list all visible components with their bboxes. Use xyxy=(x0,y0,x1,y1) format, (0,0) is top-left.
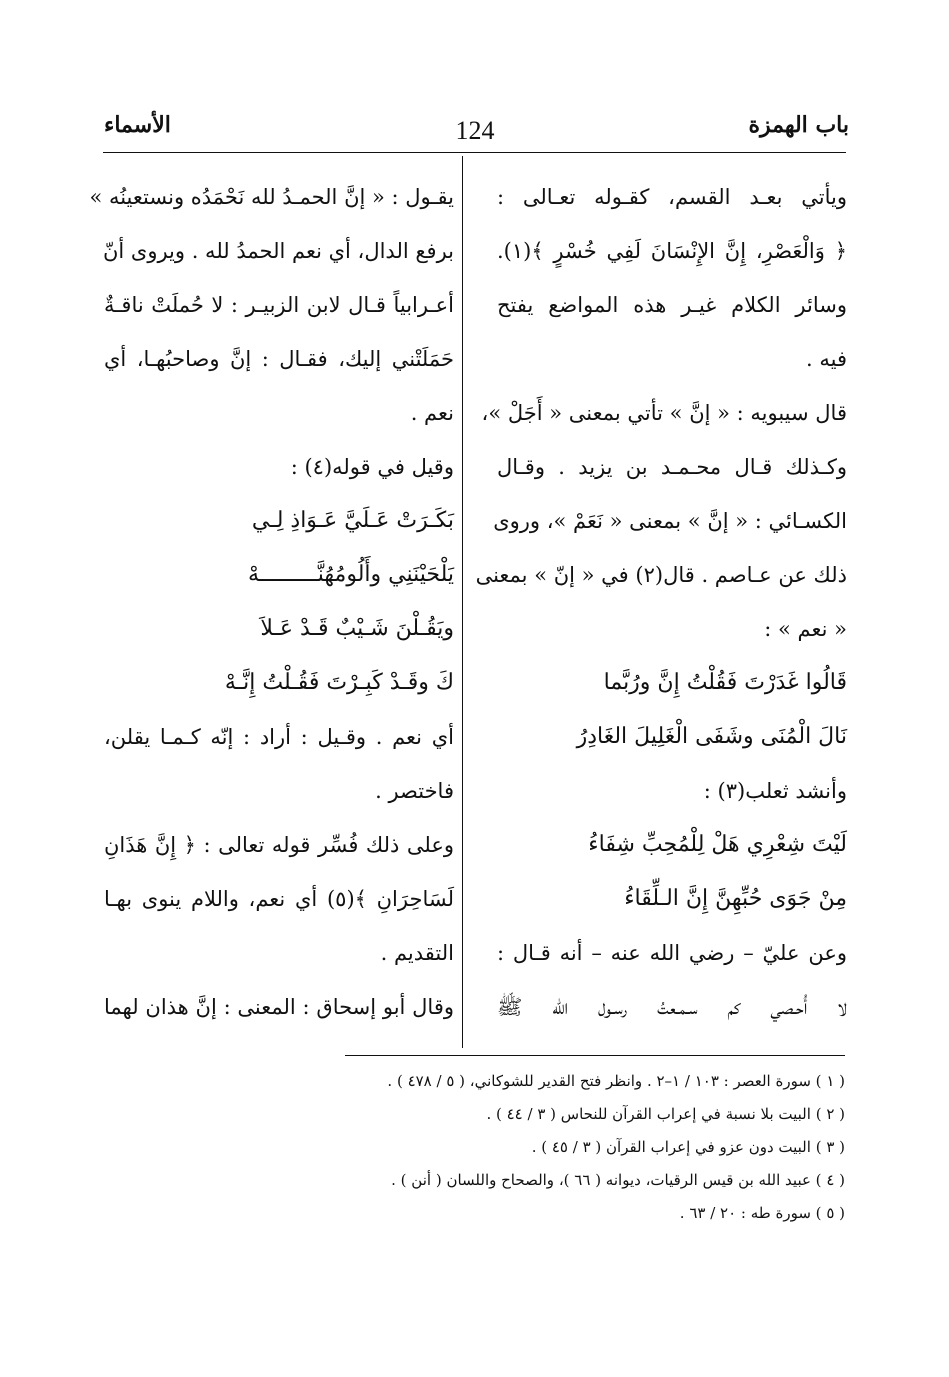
footnote: ( ٥ ) سورة طه : ٢٠ / ٦٣ . xyxy=(679,1204,845,1222)
text-line: فاختصر . xyxy=(375,779,454,803)
text-line: فيه . xyxy=(806,347,847,371)
page-number: 124 xyxy=(455,116,495,145)
verse-line: بَكَـرَتْ عَـلَيَّ عَـوَاذِ لِـي xyxy=(251,508,454,533)
section-title: الأسماء xyxy=(104,112,171,138)
chapter-title: باب الهمزة xyxy=(748,112,849,138)
text-line: التقديم . xyxy=(380,941,454,965)
verse-line: قَالُوا غَدَرْتَ فَقُلْتُ إِنَّ ورُبَّما xyxy=(603,670,847,695)
text-line: الكسـائي : « إنَّ » بمعنى « نَعَمْ »، وروى xyxy=(493,509,847,533)
verse-line: لَيْتَ شِعْرِي هَلْ لِلْمُحِبِّ شِفَاءُ xyxy=(588,832,847,857)
verse-line: ويَقُـلْنَ شَـيْبٌ قَـدْ عَـلاَ xyxy=(260,616,454,641)
text-line: أعـرابياً قـال لابن الزبيـر : لا حُملَتْ ناقـةٌ xyxy=(104,293,454,317)
text-line: « نعم » : xyxy=(764,617,847,641)
text-line: ويأتي بعـد القسم، كقـوله تعـالى : xyxy=(497,185,847,209)
text-line: وأنشد ثعلب(٣) : xyxy=(703,779,847,803)
footnotes xyxy=(125,1065,845,1230)
footnote: ( ٤ ) عبيد الله بن قيس الرقيات، ديوانه ( ٦٦ )، والصحاح واللسان ( أنن ) . xyxy=(391,1171,845,1189)
text-line: حَمَلَتْني إليك، فقـال : إنَّ وصاحبُهـا، أي xyxy=(104,347,454,371)
verse-line: يَلْحَيْنَنِي وأَلُومُهُنَّـــــــــهْ xyxy=(247,562,454,587)
text-line: وقال أبو إسحاق : المعنى : إنَّ هذان لهما xyxy=(104,995,454,1019)
text-line: برفع الدال، أي نعم الحمدُ لله . ويروى أنّ xyxy=(102,239,454,263)
verse-line: نَالَ الْمُنَى وشَفَى الْغَلِيلَ الغَادِرُ xyxy=(576,724,847,749)
text-line: قال سيبويه : « إنَّ » تأتي بمعنى « أَجَلْ »، xyxy=(481,401,847,425)
footnote: ( ٢ ) البيت بلا نسبة في إعراب القرآن للنحاس ( ٣ / ٤٤ ) . xyxy=(486,1105,845,1123)
text-line: نعم . xyxy=(410,401,454,425)
verse-line: كَ وقَـدْ كَبِـرْتَ فَقُـلْتُ إِنَّـهْ xyxy=(224,670,454,695)
verse-line: مِنْ جَوَى حُبِّهِنَّ إِنَّ الـلِّقَاءُ xyxy=(624,886,847,911)
text-line: لَسَاحِرَانِ ﴾(٥) أي نعم، واللام ينوى بهـا xyxy=(104,887,454,911)
left-column xyxy=(89,170,454,1034)
footnote-rule xyxy=(345,1055,845,1056)
text-line: ﴿ وَالْعَصْرِ، إِنَّ الإِنْسَانَ لَفِي خُسْرٍ ﴾(١). xyxy=(497,239,847,263)
text-line: وعلى ذلك فُسِّر قوله تعالى : ﴿ إِنَّ هَذَانِ xyxy=(104,833,454,857)
header-rule xyxy=(103,152,846,153)
footnote: ( ١ ) سورة العصر : ١٠٣ / ١–٢ . وانظر فتح القدير للشوكاني، ( ٥ / ٤٧٨ ) . xyxy=(387,1072,845,1090)
text-line: ذلك عن عـاصم . قال(٢) في « إنّ » بمعنى xyxy=(475,563,847,587)
right-column xyxy=(475,170,847,1034)
text-line: أي نعم . وقـيل : أراد : إنّه كـمـا يقلن، xyxy=(104,725,454,749)
column-divider xyxy=(462,156,463,1048)
text-line: يقـول : « إنَّ الحمـدُ لله نَحْمَدُه ونستعينُه » xyxy=(89,185,454,209)
text-line: لا أُحـصي كم سـمـعتُ رسـول الله ﷺ xyxy=(497,995,847,1019)
text-line: وكـذلك قـال محـمـد بن يزيد . وقـال xyxy=(497,455,847,479)
footnote: ( ٣ ) البيت دون عزو في إعراب القرآن ( ٣ / ٤٥ ) . xyxy=(531,1138,845,1156)
text-line: وقيل في قوله(٤) : xyxy=(290,455,454,479)
text-line: وسائر الكلام غيـر هذه المواضع يفتح xyxy=(497,293,847,317)
text-line: وعن عليّ – رضي الله عنه – أنه قـال : xyxy=(497,941,847,965)
